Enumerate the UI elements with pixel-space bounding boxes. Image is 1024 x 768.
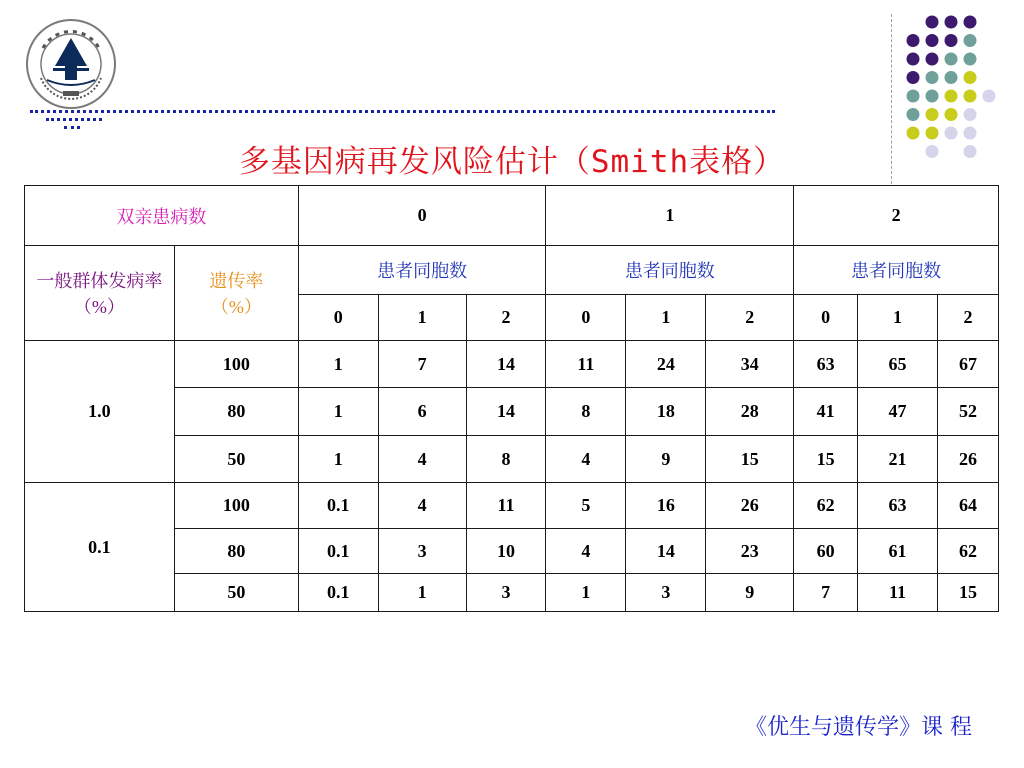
risk-cell: 3 [626,574,706,612]
risk-cell: 23 [706,529,794,574]
risk-cell: 64 [937,483,998,529]
risk-cell: 41 [794,388,858,436]
risk-cell: 3 [466,574,546,612]
risk-cell: 26 [706,483,794,529]
parent-count-1: 1 [546,186,794,246]
risk-cell: 8 [546,388,626,436]
table-row [25,483,999,529]
risk-cell: 10 [466,529,546,574]
risk-cell: 8 [466,436,546,483]
risk-cell: 24 [626,341,706,388]
risk-cell: 7 [794,574,858,612]
header-row-parents [25,186,999,246]
risk-cell: 11 [466,483,546,529]
sibs-label-0: 患者同胞数 [298,246,546,295]
decorative-dot [945,90,958,103]
risk-cell: 16 [626,483,706,529]
table-row [25,341,999,388]
sib-count: 2 [937,295,998,341]
decorative-dot [964,71,977,84]
college-logo [25,18,117,110]
header-row-sibs [25,246,999,295]
decorative-dot [964,16,977,29]
decorative-dot [907,71,920,84]
risk-cell: 67 [937,341,998,388]
parent-count-2: 2 [794,186,999,246]
decorative-dot [964,53,977,66]
risk-cell: 1 [298,341,378,388]
heritability-cell: 100 [174,341,298,388]
risk-cell: 1 [378,574,466,612]
risk-cell: 11 [546,341,626,388]
decorative-dot [945,53,958,66]
risk-cell: 62 [937,529,998,574]
slide-title: 多基因病再发风险估计（Smith表格） [238,144,786,180]
risk-cell: 3 [378,529,466,574]
decorative-dot [907,34,920,47]
dotted-rule-short [46,118,102,121]
risk-cell: 65 [858,341,938,388]
risk-cell: 4 [546,436,626,483]
heritability-cell: 80 [174,388,298,436]
population-rate-cell: 1.0 [25,341,175,483]
risk-cell: 15 [794,436,858,483]
decorative-dot [907,53,920,66]
risk-cell: 11 [858,574,938,612]
risk-cell: 21 [858,436,938,483]
decorative-dot [983,90,996,103]
sibs-label-1: 患者同胞数 [546,246,794,295]
risk-cell: 26 [937,436,998,483]
decorative-dot [926,90,939,103]
risk-cell: 62 [794,483,858,529]
decorative-dot [926,108,939,121]
risk-cell: 18 [626,388,706,436]
risk-cell: 1 [298,436,378,483]
decorative-dot [926,71,939,84]
sib-count: 1 [858,295,938,341]
heritability-cell: 50 [174,436,298,483]
dotted-rule-shorter [64,126,80,129]
risk-cell: 7 [378,341,466,388]
dotted-rule [30,110,775,113]
risk-cell: 63 [794,341,858,388]
sib-count: 1 [626,295,706,341]
population-rate-label: 一般群体发病率（%） [25,246,175,341]
risk-cell: 14 [466,341,546,388]
risk-cell: 15 [937,574,998,612]
decorative-dot [945,34,958,47]
decorative-dot [945,108,958,121]
risk-cell: 61 [858,529,938,574]
risk-cell: 0.1 [298,574,378,612]
parent-count-0: 0 [298,186,546,246]
heritability-cell: 80 [174,529,298,574]
decorative-dot [964,90,977,103]
risk-cell: 6 [378,388,466,436]
risk-cell: 47 [858,388,938,436]
decorative-dot [907,90,920,103]
risk-cell: 14 [626,529,706,574]
risk-cell: 14 [466,388,546,436]
decorative-dot [926,16,939,29]
decorative-dot [926,53,939,66]
sib-count: 0 [794,295,858,341]
sib-count: 2 [466,295,546,341]
risk-cell: 4 [378,436,466,483]
parents-label: 双亲患病数 [25,186,299,246]
smith-risk-table [24,185,999,612]
risk-cell: 1 [546,574,626,612]
risk-cell: 1 [298,388,378,436]
sibs-label-2: 患者同胞数 [794,246,999,295]
sib-count: 0 [546,295,626,341]
decorative-dot [907,108,920,121]
risk-cell: 63 [858,483,938,529]
risk-cell: 34 [706,341,794,388]
risk-cell: 0.1 [298,483,378,529]
heritability-cell: 100 [174,483,298,529]
risk-cell: 28 [706,388,794,436]
population-rate-cell: 0.1 [25,483,175,612]
decorative-dot [926,34,939,47]
risk-cell: 4 [546,529,626,574]
risk-cell: 52 [937,388,998,436]
sib-count: 0 [298,295,378,341]
sib-count: 2 [706,295,794,341]
risk-cell: 9 [626,436,706,483]
heritability-cell: 50 [174,574,298,612]
risk-cell: 5 [546,483,626,529]
decorative-dot [945,16,958,29]
risk-cell: 60 [794,529,858,574]
course-footer: 《优生与遗传学》课 程 [745,715,972,740]
risk-cell: 0.1 [298,529,378,574]
risk-cell: 4 [378,483,466,529]
decorative-dot [964,108,977,121]
college-seal-icon [25,18,117,110]
decorative-dot [945,71,958,84]
risk-cell: 15 [706,436,794,483]
decorative-dot [964,34,977,47]
risk-cell: 9 [706,574,794,612]
heritability-label: 遗传率（%） [174,246,298,341]
sib-count: 1 [378,295,466,341]
